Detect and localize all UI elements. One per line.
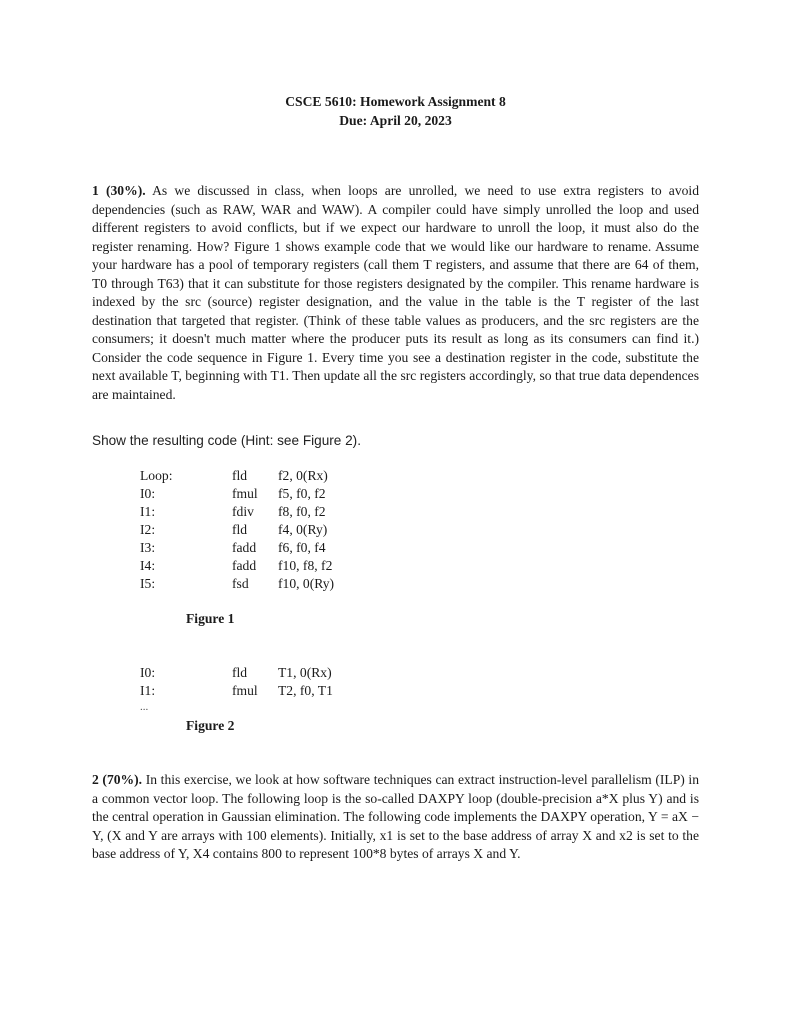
code-label: Loop: xyxy=(140,468,173,483)
code-label: I0: xyxy=(140,486,156,501)
question-2-paragraph xyxy=(92,771,699,864)
code-args: f2, 0(Rx) xyxy=(278,468,328,483)
assignment-title: CSCE 5610: Homework Assignment 8 xyxy=(285,94,506,109)
code-args: f6, f0, f4 xyxy=(278,540,326,555)
code-label: I1: xyxy=(140,504,156,519)
code-label: I3: xyxy=(140,540,156,555)
code-label: I1: xyxy=(140,683,156,698)
code-args: f10, f8, f2 xyxy=(278,558,333,573)
question-1-label: 1 (30%). xyxy=(92,183,146,198)
question-1-prompt: Show the resulting code (Hint: see Figure 2). xyxy=(92,433,361,448)
code-op: fdiv xyxy=(232,504,254,519)
question-1-paragraph xyxy=(92,182,699,404)
code-op: fld xyxy=(232,468,248,483)
code-args: f8, f0, f2 xyxy=(278,504,326,519)
code-args: f4, 0(Ry) xyxy=(278,522,328,537)
code-op: fsd xyxy=(232,576,249,591)
code-op: fadd xyxy=(232,558,257,573)
code-label: I0: xyxy=(140,665,156,680)
code-op: fmul xyxy=(232,683,258,698)
code-op: fadd xyxy=(232,540,257,555)
code-args: T1, 0(Rx) xyxy=(278,665,332,680)
figure-2-caption: Figure 2 xyxy=(186,718,235,733)
code-ellipsis: ... xyxy=(140,701,149,713)
code-args: T2, f0, T1 xyxy=(278,683,333,698)
code-label: I5: xyxy=(140,576,156,591)
code-args: f5, f0, f2 xyxy=(278,486,326,501)
code-args: f10, 0(Ry) xyxy=(278,576,335,591)
code-op: fld xyxy=(232,665,248,680)
figure-1-caption: Figure 1 xyxy=(186,611,235,626)
question-2-text: In this exercise, we look at how software techniques can extract instruction-level parallelism (ILP) in a common vector loop. The following loop is the so-called DAXPY loop (double-precision a*X plus Y) and is the central operation in Gaussian elimination. The following code implements the DAXPY operation, Y = aX − Y, (X and Y are arrays with 100 elements). Initially, x1 is set to the base address of array X and x2 is set to the base address of Y, X4 contains 800 to represent 100*8 bytes of arrays X and Y. xyxy=(92,772,699,861)
question-1-text: As we discussed in class, when loops are unrolled, we need to use extra registers to avoid dependencies (such as RAW, WAR and WAW). A compiler could have simply unrolled the loop and used different registers to avoid conflicts, but if we expect our hardware to unroll the loop, it must also do the register renaming. How? Figure 1 shows example code that we would like our hardware to rename. Assume your hardware has a pool of temporary registers (call them T registers, and assume that there are 64 of them, T0 through T63) that it can substitute for those registers designated by the compiler. This rename hardware is indexed by the src (source) register designation, and the value in the table is the T register of the last destination that targeted that register. (Think of these table values as producers, and the src registers are the consumers; it doesn't much matter where the producer puts its result as long as its consumers can find it.) Consider the code sequence in Figure 1. Every time you see a destination register in the code, substitute the next available T, beginning with T1. Then update all the src registers accordingly, so that true data dependences are maintained. xyxy=(92,183,700,402)
code-label: I4: xyxy=(140,558,156,573)
code-label: I2: xyxy=(140,522,156,537)
code-op: fmul xyxy=(232,486,258,501)
question-2-label: 2 (70%). xyxy=(92,772,143,787)
code-op: fld xyxy=(232,522,248,537)
due-date: Due: April 20, 2023 xyxy=(339,113,452,128)
